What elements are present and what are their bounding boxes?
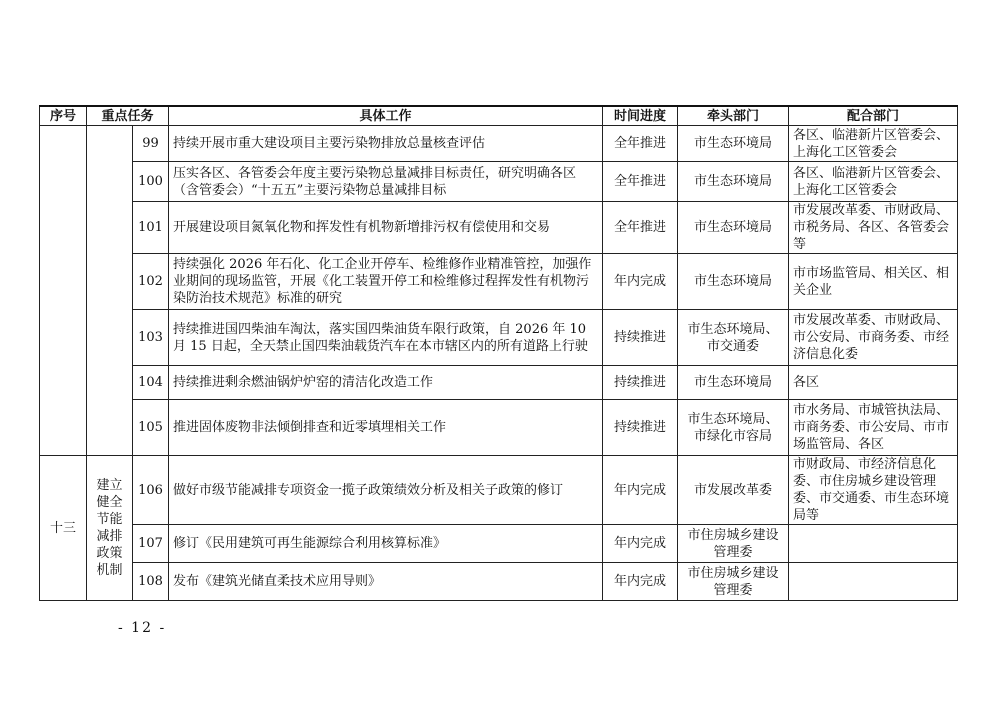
coop-cell: 市市场监管局、相关区、相关企业 (789, 254, 958, 310)
row-number: 103 (133, 310, 169, 366)
seq-cell-empty (40, 126, 87, 456)
time-cell: 全年推进 (603, 202, 678, 254)
time-cell: 全年推进 (603, 162, 678, 202)
work-cell: 持续推进剩余燃油锅炉炉窑的清洁化改造工作 (169, 366, 603, 400)
time-cell: 全年推进 (603, 126, 678, 162)
work-cell: 开展建设项目氮氧化物和挥发性有机物新增排污权有偿使用和交易 (169, 202, 603, 254)
row-number: 107 (133, 525, 169, 563)
seq-cell: 十三 (40, 456, 87, 601)
lead-cell: 市住房城乡建设管理委 (678, 563, 789, 601)
task-label: 建立健全节能减排政策机制 (96, 478, 123, 578)
task-cell (87, 456, 133, 601)
row-number: 104 (133, 366, 169, 400)
row-number: 100 (133, 162, 169, 202)
header-task: 重点任务 (87, 106, 169, 126)
coop-cell: 各区、临港新片区管委会、上海化工区管委会 (789, 126, 958, 162)
table-row (40, 254, 958, 310)
table-row (40, 366, 958, 400)
row-number: 106 (133, 456, 169, 525)
table-row (40, 456, 958, 525)
coop-cell: 市发展改革委、市财政局、市税务局、各区、各管委会等 (789, 202, 958, 254)
row-number: 105 (133, 400, 169, 456)
work-cell: 持续推进国四柴油车淘汰，落实国四柴油货车限行政策，自 2026 年 10 月 15 日起，全天禁止国四柴油载货汽车在本市辖区内的所有道路上行驶 (169, 310, 603, 366)
time-cell: 年内完成 (603, 456, 678, 525)
work-cell: 压实各区、各管委会年度主要污染物总量减排目标责任，研究明确各区（含管委会）“十五五”主要污染物总量减排目标 (169, 162, 603, 202)
coop-cell: 市财政局、市经济信息化委、市住房城乡建设管理委、市交通委、市生态环境局等 (789, 456, 958, 525)
lead-cell: 市生态环境局 (678, 126, 789, 162)
time-cell: 年内完成 (603, 525, 678, 563)
work-cell: 修订《民用建筑可再生能源综合利用核算标准》 (169, 525, 603, 563)
time-cell: 年内完成 (603, 563, 678, 601)
coop-cell (789, 525, 958, 563)
header-coop: 配合部门 (789, 106, 958, 126)
work-cell: 持续开展市重大建设项目主要污染物排放总量核查评估 (169, 126, 603, 162)
table-row (40, 310, 958, 366)
row-number: 99 (133, 126, 169, 162)
header-row (40, 106, 958, 126)
header-seq: 序号 (40, 106, 87, 126)
coop-cell: 市发展改革委、市财政局、市公安局、市商务委、市经济信息化委 (789, 310, 958, 366)
header-time: 时间进度 (603, 106, 678, 126)
table-row (40, 563, 958, 601)
time-cell: 持续推进 (603, 310, 678, 366)
work-plan-table (39, 105, 958, 601)
lead-cell: 市生态环境局 (678, 254, 789, 310)
header-work: 具体工作 (169, 106, 603, 126)
table-row (40, 126, 958, 162)
lead-cell: 市生态环境局 (678, 202, 789, 254)
table-row (40, 400, 958, 456)
task-cell-empty (87, 126, 133, 456)
time-cell: 持续推进 (603, 400, 678, 456)
coop-cell (789, 563, 958, 601)
row-number: 101 (133, 202, 169, 254)
coop-cell: 各区 (789, 366, 958, 400)
work-cell: 做好市级节能减排专项资金一揽子政策绩效分析及相关子政策的修订 (169, 456, 603, 525)
time-cell: 持续推进 (603, 366, 678, 400)
lead-cell: 市住房城乡建设管理委 (678, 525, 789, 563)
page-number: - 12 - (118, 620, 167, 636)
row-number: 102 (133, 254, 169, 310)
row-number: 108 (133, 563, 169, 601)
coop-cell: 市水务局、市城管执法局、市商务委、市公安局、市市场监管局、各区 (789, 400, 958, 456)
table-row (40, 525, 958, 563)
coop-cell: 各区、临港新片区管委会、上海化工区管委会 (789, 162, 958, 202)
header-lead: 牵头部门 (678, 106, 789, 126)
work-cell: 持续强化 2026 年石化、化工企业开停车、检维修作业精准管控，加强作业期间的现场监管，开展《化工装置开停工和检维修过程挥发性有机物污染防治技术规范》标准的研究 (169, 254, 603, 310)
work-cell: 推进固体废物非法倾倒排查和近零填埋相关工作 (169, 400, 603, 456)
table-row (40, 202, 958, 254)
lead-cell: 市生态环境局、市绿化市容局 (678, 400, 789, 456)
lead-cell: 市生态环境局 (678, 366, 789, 400)
work-cell: 发布《建筑光储直柔技术应用导则》 (169, 563, 603, 601)
lead-cell: 市生态环境局、市交通委 (678, 310, 789, 366)
lead-cell: 市发展改革委 (678, 456, 789, 525)
table-row (40, 162, 958, 202)
time-cell: 年内完成 (603, 254, 678, 310)
lead-cell: 市生态环境局 (678, 162, 789, 202)
